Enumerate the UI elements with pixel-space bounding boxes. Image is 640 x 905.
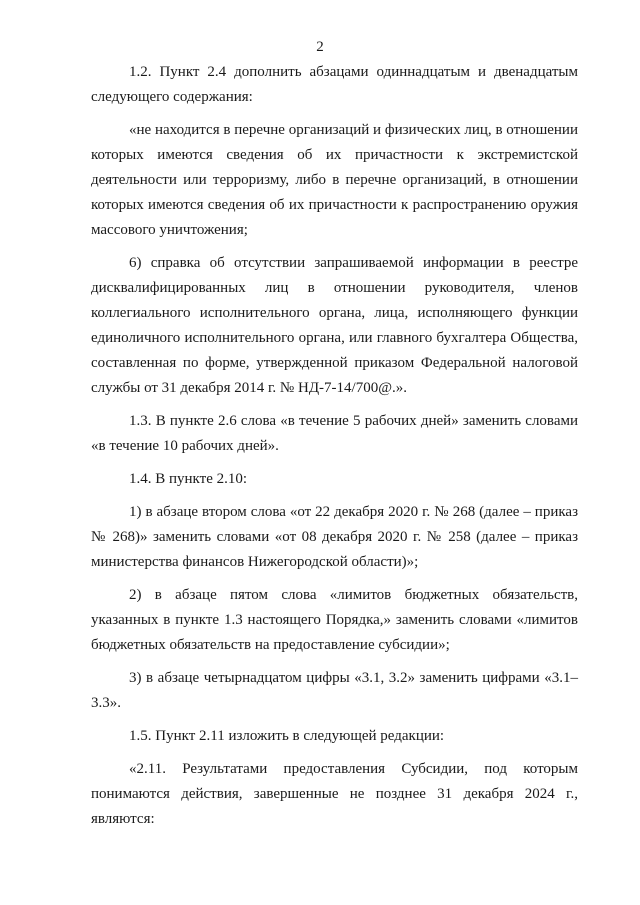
paragraph-item-3: 3) в абзаце четырнадцатом цифры «3.1, 3.2» заменить цифрами «3.1–3.3». xyxy=(91,670,578,711)
paragraph-not-in-list: «не находится в перечне организаций и физических лиц, в отношении которых имеются сведения об их причастности к экстремистской деятельности или терроризму, либо в перечне организаций, в отношении которых имеются сведения об их причастности к распространению оружия массового уничтожения; xyxy=(91,122,578,238)
document-body xyxy=(91,60,578,840)
paragraph-disqualified-registry: 6) справка об отсутствии запрашиваемой информации в реестре дисквалифицированных лиц в отношении руководителя, членов коллегиального исполнительного органа, лица, исполняющего функции единоличного исполнительного органа, или главного бухгалтера Общества, составленная по форме, утвержденной приказом Федеральной налоговой службы от 31 декабря 2014 г. № НД-7-14/700@.». xyxy=(91,255,578,396)
paragraph-1-3: 1.3. В пункте 2.6 слова «в течение 5 рабочих дней» заменить словами «в течение 10 рабочих дней». xyxy=(91,413,578,454)
paragraph-1-2: 1.2. Пункт 2.4 дополнить абзацами одиннадцатым и двенадцатым следующего содержания: xyxy=(91,64,578,105)
paragraph-1-4: 1.4. В пункте 2.10: xyxy=(129,471,248,487)
paragraph-item-2: 2) в абзаце пятом слова «лимитов бюджетных обязательств, указанных в пункте 1.3 настоящего Порядка,» заменить словами «лимитов бюджетных обязательств на предоставление субсидии»; xyxy=(91,587,578,653)
paragraph-item-1: 1) в абзаце втором слова «от 22 декабря 2020 г. № 268 (далее – приказ № 268)» заменить словами «от 08 декабря 2020 г. № 258 (далее – приказ министерства финансов Нижегородской области)»; xyxy=(91,504,578,570)
paragraph-1-5: 1.5. Пункт 2.11 изложить в следующей редакции: xyxy=(129,728,445,744)
page-number: 2 xyxy=(316,39,324,55)
paragraph-2-11: «2.11. Результатами предоставления Субсидии, под которым понимаются действия, завершенные не позднее 31 декабря 2024 г., являются: xyxy=(91,761,578,827)
